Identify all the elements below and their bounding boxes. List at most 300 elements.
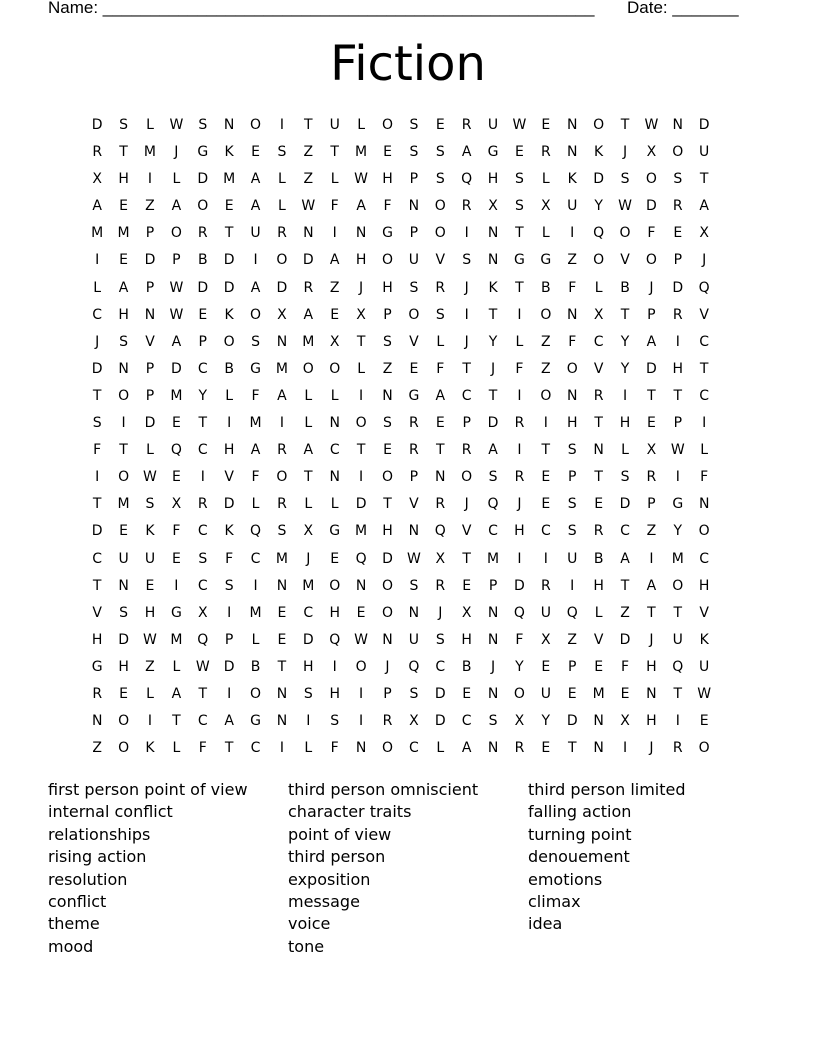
grid-letter: T [673, 685, 683, 702]
grid-letter: R [593, 523, 604, 540]
date-field: Date: _______ [627, 0, 739, 17]
grid-letter: E [383, 144, 392, 161]
grid-letter: F [93, 442, 102, 459]
grid-letter: N [276, 685, 288, 702]
grid-letter: Q [170, 442, 182, 459]
grid-letter: A [356, 198, 366, 215]
grid-letter: Z [92, 740, 102, 757]
grid-letter: A [699, 198, 709, 215]
grid-letter: O [302, 360, 314, 377]
grid-letter: E [435, 117, 445, 133]
grid-letter: S [145, 496, 155, 513]
grid-letter: S [119, 333, 129, 350]
grid-letter: S [92, 415, 102, 432]
grid-letter: W [697, 685, 712, 702]
grid-letter: T [383, 496, 392, 513]
grid-letter: J [490, 360, 496, 377]
grid-letter: I [279, 740, 284, 757]
grid-letter: S [435, 631, 445, 648]
grid-letter: E [145, 577, 155, 594]
grid-letter: L [304, 496, 313, 513]
grid-letter: M [249, 415, 262, 432]
grid-letter: C [699, 387, 710, 404]
grid-letter: E [119, 685, 129, 702]
grid-letter: H [91, 631, 103, 648]
grid-letter: A [250, 198, 261, 215]
grid-letter: B [461, 658, 472, 675]
grid-letter: U [329, 117, 340, 133]
grid-letter: O [381, 604, 393, 621]
grid-letter: R [593, 387, 604, 404]
grid-letter: N [593, 740, 604, 757]
grid-letter: S [303, 685, 313, 702]
grid-letter: E [541, 658, 551, 675]
grid-letter: K [145, 523, 155, 540]
grid-letter: V [593, 360, 604, 377]
grid-letter: T [647, 387, 656, 404]
grid-letter: D [197, 279, 209, 296]
grid-letter: S [277, 523, 287, 540]
grid-letter: P [462, 415, 471, 432]
grid-letter: T [488, 387, 498, 404]
grid-letter: D [698, 117, 710, 133]
grid-letter: O [698, 523, 710, 540]
grid-letter: T [541, 442, 551, 459]
grid-letter: G [197, 144, 209, 161]
grid-letter: S [383, 415, 392, 432]
word-item: third person omniscient [288, 780, 479, 799]
grid-letter: U [540, 604, 551, 621]
grid-letter: E [462, 577, 472, 594]
grid-letter: X [435, 550, 446, 567]
grid-letter: T [699, 171, 709, 188]
grid-letter: O [672, 577, 684, 594]
grid-letter: T [699, 360, 709, 377]
grid-letter: N [303, 225, 314, 242]
grid-letter: C [435, 658, 446, 675]
grid-letter: T [92, 496, 102, 513]
grid-letter: X [409, 713, 419, 730]
grid-letter: Q [461, 171, 473, 188]
word-item: internal conflict [48, 802, 173, 822]
grid-letter: I [464, 225, 469, 242]
grid-letter: L [146, 442, 154, 459]
grid-letter: N [593, 713, 604, 730]
grid-letter: Z [145, 198, 155, 215]
grid-letter: Z [620, 604, 630, 621]
grid-letter: N [487, 740, 499, 757]
grid-letter: F [436, 360, 445, 377]
grid-letter: S [409, 117, 419, 133]
grid-letter: D [487, 415, 499, 432]
grid-letter: M [275, 360, 288, 377]
grid-letter: D [118, 631, 129, 648]
grid-letter: R [435, 577, 446, 594]
grid-letter: P [145, 387, 155, 404]
grid-letter: J [306, 550, 311, 567]
grid-letter: T [435, 442, 445, 459]
word-item: point of view [288, 824, 392, 844]
grid-letter: O [434, 225, 446, 242]
grid-letter: A [461, 144, 472, 161]
grid-letter: E [171, 469, 181, 486]
grid-letter: A [250, 279, 261, 296]
grid-letter: P [673, 415, 683, 432]
word-item: denouement [528, 847, 630, 867]
grid-letter: P [409, 171, 419, 188]
grid-letter: Y [673, 523, 683, 540]
grid-letter: J [385, 658, 390, 675]
grid-letter: T [673, 604, 683, 621]
grid-letter: W [406, 550, 421, 567]
grid-letter: Q [250, 523, 262, 540]
grid-letter: S [515, 198, 524, 215]
grid-letter: C [197, 577, 208, 594]
grid-letter: T [356, 442, 366, 459]
grid-letter: D [646, 198, 657, 215]
grid-letter: E [119, 523, 129, 540]
grid-letter: Z [541, 333, 551, 350]
grid-letter: T [172, 713, 181, 730]
grid-letter: V [145, 333, 155, 350]
grid-letter: F [568, 333, 577, 350]
grid-letter: C [250, 740, 261, 757]
word-item: climax [528, 892, 581, 912]
grid-letter: P [198, 333, 207, 350]
grid-letter: D [566, 713, 578, 730]
grid-letter: S [383, 333, 392, 350]
grid-letter: X [646, 144, 657, 161]
grid-letter: T [594, 415, 603, 432]
grid-letter: X [277, 306, 287, 323]
grid-letter: C [461, 713, 472, 730]
grid-letter: H [329, 604, 340, 621]
grid-letter: R [277, 442, 287, 459]
grid-letter: K [594, 144, 604, 161]
word-item: turning point [528, 824, 632, 844]
grid-letter: C [197, 523, 208, 540]
grid-letter: I [702, 415, 707, 432]
grid-letter: G [91, 658, 103, 675]
grid-letter: J [95, 333, 100, 350]
grid-letter: E [409, 360, 419, 377]
grid-letter: J [649, 279, 654, 296]
grid-letter: O [566, 360, 578, 377]
grid-letter: C [329, 442, 340, 459]
grid-letter: Q [329, 631, 341, 648]
grid-letter: L [278, 198, 286, 215]
grid-letter: R [197, 496, 208, 513]
grid-letter: O [329, 360, 341, 377]
grid-letter: R [197, 225, 208, 242]
grid-letter: T [673, 387, 683, 404]
grid-letter: L [330, 171, 339, 188]
grid-letter: I [622, 387, 628, 404]
grid-letter: M [355, 523, 368, 540]
grid-letter: R [461, 442, 472, 459]
grid-letter: O [540, 387, 552, 404]
grid-letter: L [357, 117, 365, 133]
grid-letter: D [619, 496, 631, 513]
grid-letter: L [357, 360, 365, 377]
grid-letter: F [251, 469, 260, 486]
grid-letter: O [513, 685, 525, 702]
grid-letter: I [359, 469, 364, 486]
word-item: message [288, 892, 360, 912]
grid-letter: L [436, 333, 445, 350]
grid-letter: L [330, 496, 339, 513]
grid-letter: N [566, 144, 578, 161]
grid-letter: R [646, 469, 657, 486]
grid-letter: D [355, 496, 367, 513]
grid-letter: D [223, 658, 235, 675]
grid-letter: O [250, 685, 262, 702]
grid-letter: O [118, 469, 130, 486]
grid-letter: O [250, 306, 262, 323]
grid-letter: I [359, 387, 364, 404]
grid-letter: T [198, 415, 208, 432]
grid-letter: P [647, 496, 656, 513]
grid-letter: O [672, 144, 684, 161]
grid-letter: R [461, 198, 472, 215]
grid-letter: I [359, 713, 364, 730]
grid-letter: F [330, 198, 339, 215]
word-item: character traits [288, 802, 412, 822]
grid-letter: S [567, 442, 577, 459]
grid-letter: Q [487, 496, 499, 513]
grid-letter: C [303, 604, 314, 621]
grid-letter: K [488, 279, 498, 296]
grid-letter: U [699, 658, 710, 675]
grid-letter: U [250, 225, 261, 242]
grid-letter: P [568, 658, 577, 675]
grid-letter: D [91, 117, 103, 133]
grid-letter: S [409, 279, 419, 296]
grid-letter: O [170, 225, 182, 242]
grid-letter: I [227, 415, 232, 432]
word-item: falling action [528, 802, 632, 822]
grid-letter: S [409, 144, 419, 161]
grid-letter: O [645, 252, 657, 269]
grid-letter: Z [541, 360, 551, 377]
grid-letter: T [594, 469, 603, 486]
grid-letter: I [200, 469, 205, 486]
grid-letter: O [381, 469, 393, 486]
grid-letter: Y [515, 658, 524, 675]
grid-letter: X [646, 442, 657, 459]
grid-letter: D [91, 360, 103, 377]
grid-letter: V [699, 604, 709, 621]
grid-letter: E [646, 415, 656, 432]
grid-letter: L [172, 740, 181, 757]
grid-letter: X [329, 333, 340, 350]
grid-letter: M [143, 144, 157, 161]
grid-letter: L [93, 279, 102, 296]
grid-letter: D [593, 171, 604, 188]
grid-letter: J [490, 658, 496, 675]
grid-letter: L [251, 631, 260, 648]
grid-letter: L [621, 442, 629, 459]
grid-letter: S [409, 577, 419, 594]
grid-letter: L [700, 442, 709, 459]
grid-letter: P [568, 469, 577, 486]
grid-letter: X [620, 713, 630, 730]
grid-letter: S [673, 171, 683, 188]
grid-letter: A [118, 279, 129, 296]
grid-letter: I [543, 550, 548, 567]
grid-letter: R [409, 415, 419, 432]
grid-letter: L [515, 333, 524, 350]
grid-letter: H [566, 415, 578, 432]
grid-letter: F [515, 360, 524, 377]
grid-letter: M [355, 144, 368, 161]
grid-letter: J [622, 144, 628, 161]
grid-letter: R [303, 279, 314, 296]
grid-letter: L [541, 225, 550, 242]
grid-letter: J [464, 333, 469, 350]
grid-letter: E [515, 144, 524, 161]
header [48, 0, 768, 20]
grid-letter: Y [488, 333, 498, 350]
grid-letter: U [567, 550, 578, 567]
grid-letter: V [435, 252, 446, 269]
grid-letter: I [227, 604, 232, 621]
grid-letter: N [355, 740, 367, 757]
grid-letter: A [329, 252, 340, 269]
grid-letter: E [277, 604, 287, 621]
grid-letter: L [278, 171, 286, 188]
grid-letter: E [171, 550, 181, 567]
grid-letter: I [517, 550, 522, 567]
grid-letter: B [541, 279, 551, 296]
grid-letter: F [383, 198, 392, 215]
grid-letter: W [618, 198, 632, 215]
grid-letter: X [197, 604, 208, 621]
grid-letter: L [146, 117, 154, 133]
grid-letter: I [332, 658, 337, 675]
grid-letter: A [250, 442, 261, 459]
grid-letter: P [383, 306, 392, 323]
grid-letter: N [408, 523, 420, 540]
grid-letter: E [251, 144, 260, 161]
grid-letter: K [567, 171, 577, 188]
grid-letter: T [620, 577, 630, 594]
grid-letter: O [197, 198, 209, 215]
grid-letter: S [462, 252, 472, 269]
grid-letter: R [672, 740, 683, 757]
grid-letter: C [461, 387, 472, 404]
grid-letter: F [647, 225, 656, 242]
grid-letter: N [223, 117, 235, 133]
grid-letter: E [383, 442, 392, 459]
grid-letter: V [593, 631, 604, 648]
grid-letter: W [169, 117, 184, 133]
grid-letter: R [672, 306, 683, 323]
grid-letter: C [699, 333, 710, 350]
grid-letter: H [646, 713, 657, 730]
grid-letter: H [144, 604, 156, 621]
word-item: idea [528, 914, 563, 934]
grid-letter: E [541, 740, 551, 757]
grid-letter: M [170, 631, 183, 648]
grid-letter: T [620, 117, 630, 133]
grid-letter: K [145, 740, 155, 757]
grid-letter: H [382, 523, 393, 540]
grid-letter: D [223, 496, 235, 513]
word-item: conflict [48, 892, 107, 912]
grid-letter: H [118, 171, 129, 188]
grid-letter: W [143, 469, 157, 486]
grid-letter: I [570, 225, 575, 242]
grid-letter: I [675, 469, 680, 486]
name-field: Name: ____________________________________________________ [48, 0, 595, 17]
grid-letter: O [118, 740, 130, 757]
word-item: third person limited [528, 780, 686, 799]
grid-letter: G [170, 604, 182, 621]
grid-letter: H [514, 523, 525, 540]
grid-letter: R [435, 496, 446, 513]
grid-letter: O [329, 577, 341, 594]
grid-letter: J [464, 496, 469, 513]
grid-letter: N [487, 631, 499, 648]
word-item: third person [288, 847, 386, 867]
grid-letter: V [409, 496, 419, 513]
grid-letter: O [381, 252, 393, 269]
grid-letter: Q [698, 279, 710, 296]
grid-letter: D [302, 252, 314, 269]
word-item: tone [288, 936, 325, 956]
grid-letter: X [303, 523, 314, 540]
grid-letter: N [355, 225, 367, 242]
grid-letter: U [699, 144, 710, 161]
grid-letter: S [409, 685, 419, 702]
grid-letter: Q [197, 631, 209, 648]
grid-letter: D [276, 279, 288, 296]
grid-letter: I [121, 415, 126, 432]
grid-letter: B [197, 252, 208, 269]
grid-letter: X [514, 713, 525, 730]
grid-letter: W [644, 117, 659, 133]
grid-letter: O [593, 117, 605, 133]
grid-letter: L [436, 740, 445, 757]
grid-letter: V [409, 333, 419, 350]
grid-letter: S [198, 550, 208, 567]
grid-letter: N [408, 198, 420, 215]
grid-letter: W [195, 658, 210, 675]
grid-letter: B [224, 360, 234, 377]
grid-letter: O [461, 469, 473, 486]
grid-letter: R [277, 496, 287, 513]
grid-letter: D [434, 713, 446, 730]
grid-letter: B [620, 279, 630, 296]
grid-letter: L [330, 387, 339, 404]
grid-letter: H [646, 658, 657, 675]
grid-letter: L [594, 279, 603, 296]
grid-letter: D [302, 631, 314, 648]
grid-letter: S [567, 496, 577, 513]
grid-letter: N [566, 117, 578, 133]
grid-letter: D [619, 631, 631, 648]
grid-letter: J [702, 252, 707, 269]
grid-letter: N [566, 387, 578, 404]
grid-letter: D [144, 415, 156, 432]
grid-letter: S [224, 577, 234, 594]
grid-letter: Q [672, 658, 684, 675]
grid-letter: M [671, 550, 684, 567]
grid-letter: S [277, 144, 287, 161]
grid-letter: X [461, 604, 472, 621]
grid-letter: C [408, 740, 419, 757]
